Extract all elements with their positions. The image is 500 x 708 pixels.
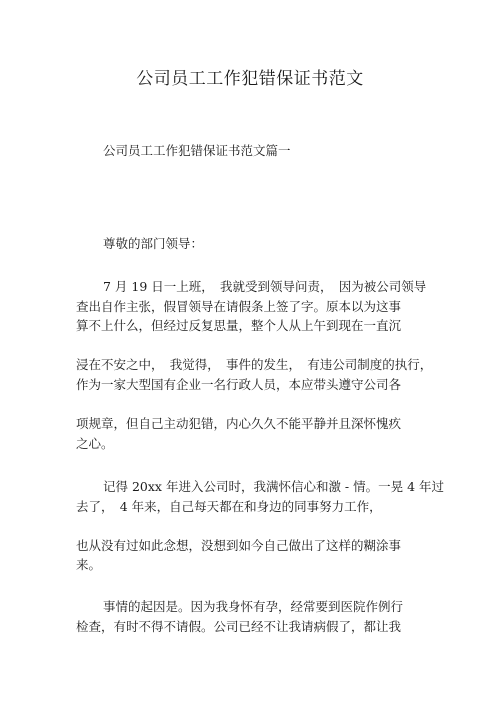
- paragraph-line: 浸在不安之中， 我觉得， 事件的发生， 有违公司制度的执行，: [76, 357, 433, 372]
- paragraph-line: 也从没有过如此念想，没想到如今自己做出了这样的糊涂事: [76, 538, 402, 553]
- paragraph-line: 事情的起因是。因为我身怀有孕，经常要到医院作例行: [103, 599, 404, 614]
- paragraph-line: 去了， 4 年来，自己每天都在和身边的同事努力工作，: [76, 499, 382, 514]
- section-subtitle: 公司员工工作犯错保证书范文篇一: [103, 143, 291, 158]
- paragraph-line: 之心。: [76, 436, 114, 451]
- paragraph-line: 检查，有时不得不请假。公司已经不让我请病假了，都让我: [76, 619, 402, 634]
- greeting: 尊敬的部门领导：: [103, 236, 204, 251]
- paragraph-line: 记得 20xx 年进入公司时，我满怀信心和激 - 情。一晃 4 年过: [103, 479, 445, 494]
- paragraph-line: 作为一家大型国有企业一名行政人员，本应带头遵守公司各: [76, 377, 402, 392]
- paragraph-line: 7 月 19 日一上班， 我就受到领导问责， 因为被公司领导: [103, 279, 427, 294]
- paragraph-line: 项规章，但自己主动犯错，内心久久不能平静并且深怀愧疚: [76, 416, 402, 431]
- document-title: 公司员工工作犯错保证书范文: [136, 69, 364, 89]
- paragraph-line: 来。: [76, 557, 102, 572]
- paragraph-line: 算不上什么，但经过反复思量，整个人从上午到现在一直沉: [76, 318, 402, 333]
- paragraph-line: 查出自作主张，假冒领导在请假条上签了字。原本以为这事: [76, 299, 402, 314]
